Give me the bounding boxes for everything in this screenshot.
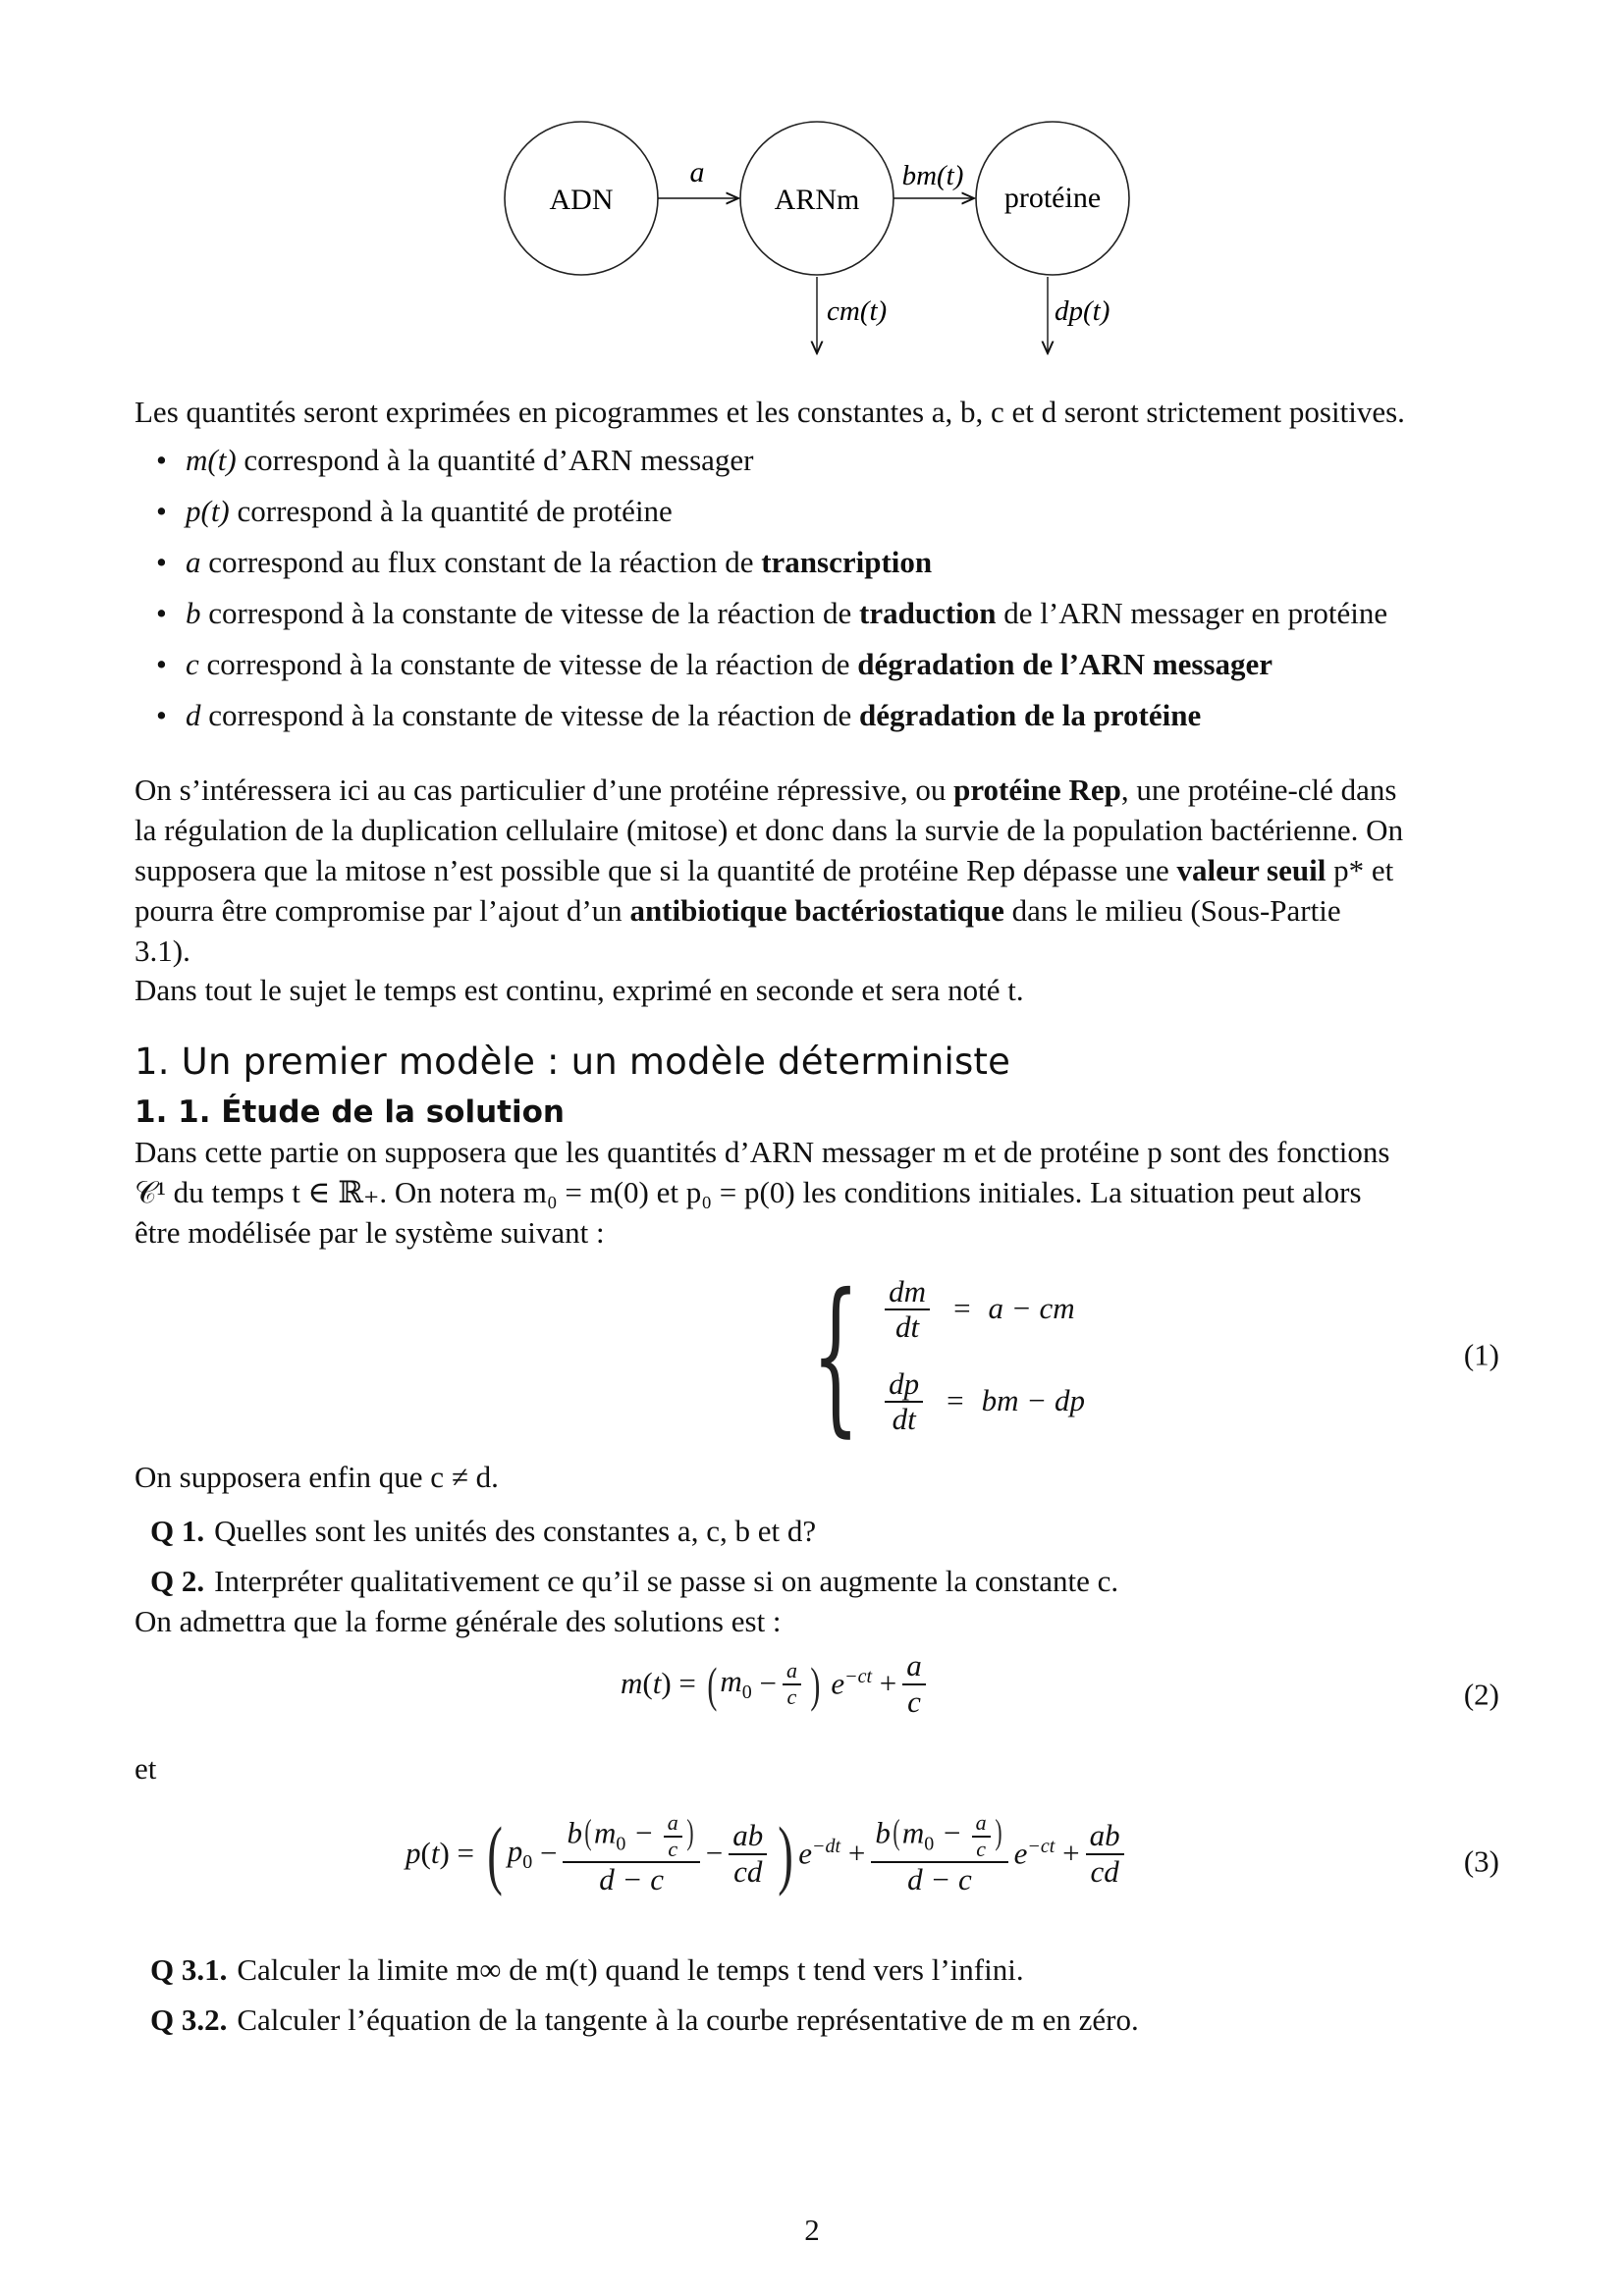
list-item: • p(t) correspond à la quantité de protéine	[186, 486, 1499, 537]
section-paragraph-line: Dans cette partie on supposera que les quantités d’ARN messager m et de protéine p sont des fonctions	[135, 1135, 1390, 1170]
list-item: • a correspond au flux constant de la réaction de transcription	[186, 537, 1499, 588]
out-d-label: dp(t)	[1055, 295, 1110, 327]
page-number: 2	[804, 2213, 820, 2247]
section-paragraph-line: 𝒞¹ du temps t ∈ ℝ₊. On notera m₀ = m(0) et p₀ = p(0) les conditions initiales. La situation peut alors	[135, 1174, 1362, 1209]
subsection-title: 1. 1. Étude de la solution	[135, 1095, 565, 1131]
section-title: 1. Un premier modèle : un modèle déterministe	[135, 1041, 1011, 1084]
node-arnm-label: ARNm	[774, 184, 860, 216]
equation-number: (3)	[1463, 1843, 1499, 1879]
rep-paragraph: On s’intéressera ici au cas particulier d’une protéine répressive, ou protéine Rep, une protéine-clé dans la régulation de la duplication cellulaire (mitose) et donc dans la survie de la population bactérienne. On supposera que la mitose n’est possible que si la quantité de protéine Rep dépasse une valeur seuil p* et pourra être compromise par l’ajout d’un antibiotique bactériostatique dans le milieu (Sous-Partie 3.1). Dans tout le sujet le temps est continu, exprimé en seconde et sera noté t.	[135, 772, 1404, 1008]
intro-sentence: Les quantités seront exprimées en picogrammes et les constantes a, b, c et d seront strictement positives.	[135, 395, 1405, 429]
list-item: • m(t) correspond à la quantité d’ARN messager	[186, 435, 1499, 486]
node-proteine-label: protéine	[1003, 182, 1102, 214]
equation-system	[135, 1257, 1499, 1454]
edge-a-label: a	[689, 156, 705, 188]
question-3-1: Q 3.1. Calculer la limite m∞ de m(t) quand le temps t tend vers l’infini.	[150, 1952, 1024, 1988]
list-item: • b correspond à la constante de vitesse de la réaction de traduction de l’ARN messager en protéine	[186, 588, 1499, 639]
list-item: • c correspond à la constante de vitesse de la réaction de dégradation de l’ARN messager	[186, 639, 1499, 690]
and-word: et	[135, 1751, 157, 1787]
equation-number: (2)	[1463, 1677, 1499, 1712]
definitions-list	[135, 435, 1499, 741]
list-item: • d correspond à la constante de vitesse de la réaction de dégradation de la protéine	[186, 690, 1499, 741]
assumption-text: On supposera enfin que c ≠ d.	[135, 1459, 499, 1494]
question-3-2: Q 3.2. Calculer l’équation de la tangente à la courbe représentative de m en zéro.	[150, 2002, 1139, 2038]
reaction-diagram	[471, 108, 1159, 373]
question-2: Q 2. Interpréter qualitativement ce qu’il se passe si on augmente la constante c.	[150, 1563, 1119, 1598]
node-adn-label: ADN	[549, 184, 614, 216]
question-1: Q 1. Quelles sont les unités des constantes a, c, b et d?	[150, 1513, 817, 1548]
equation-number: (1)	[1463, 1337, 1499, 1372]
equation-row: $\frac{dm}{dt}$ = a − cm	[879, 1275, 1085, 1344]
edge-b-label: bm(t)	[901, 160, 964, 191]
equation-p: p ( t ) = ( $p_0$ − $b(m_0$ − $\frac{a}{c}$ ) d − c − $\frac{ab}{cd}$ ) $e^{-dt}$ + $b(m_0$ − $\frac{a}{c}$ ) d − c $e^{-ct}$ + $\frac{ab}{cd}$ (3)	[406, 1810, 1499, 1896]
admit-text: On admettra que la forme générale des solutions est :	[135, 1603, 782, 1638]
left-brace: {	[811, 1257, 860, 1453]
equation-row: $\frac{dp}{dt}$ = bm − dp	[879, 1367, 1085, 1436]
section-paragraph-line: être modélisée par le système suivant :	[135, 1214, 605, 1250]
out-c-label: cm(t)	[827, 295, 888, 327]
equation-m: m ( t ) = ( $m_0$ − $\frac{a}{c}$ ) $e^{-ct}$ + $\frac{a}{c}$ (2)	[621, 1648, 1499, 1719]
main-text	[135, 393, 1499, 2041]
